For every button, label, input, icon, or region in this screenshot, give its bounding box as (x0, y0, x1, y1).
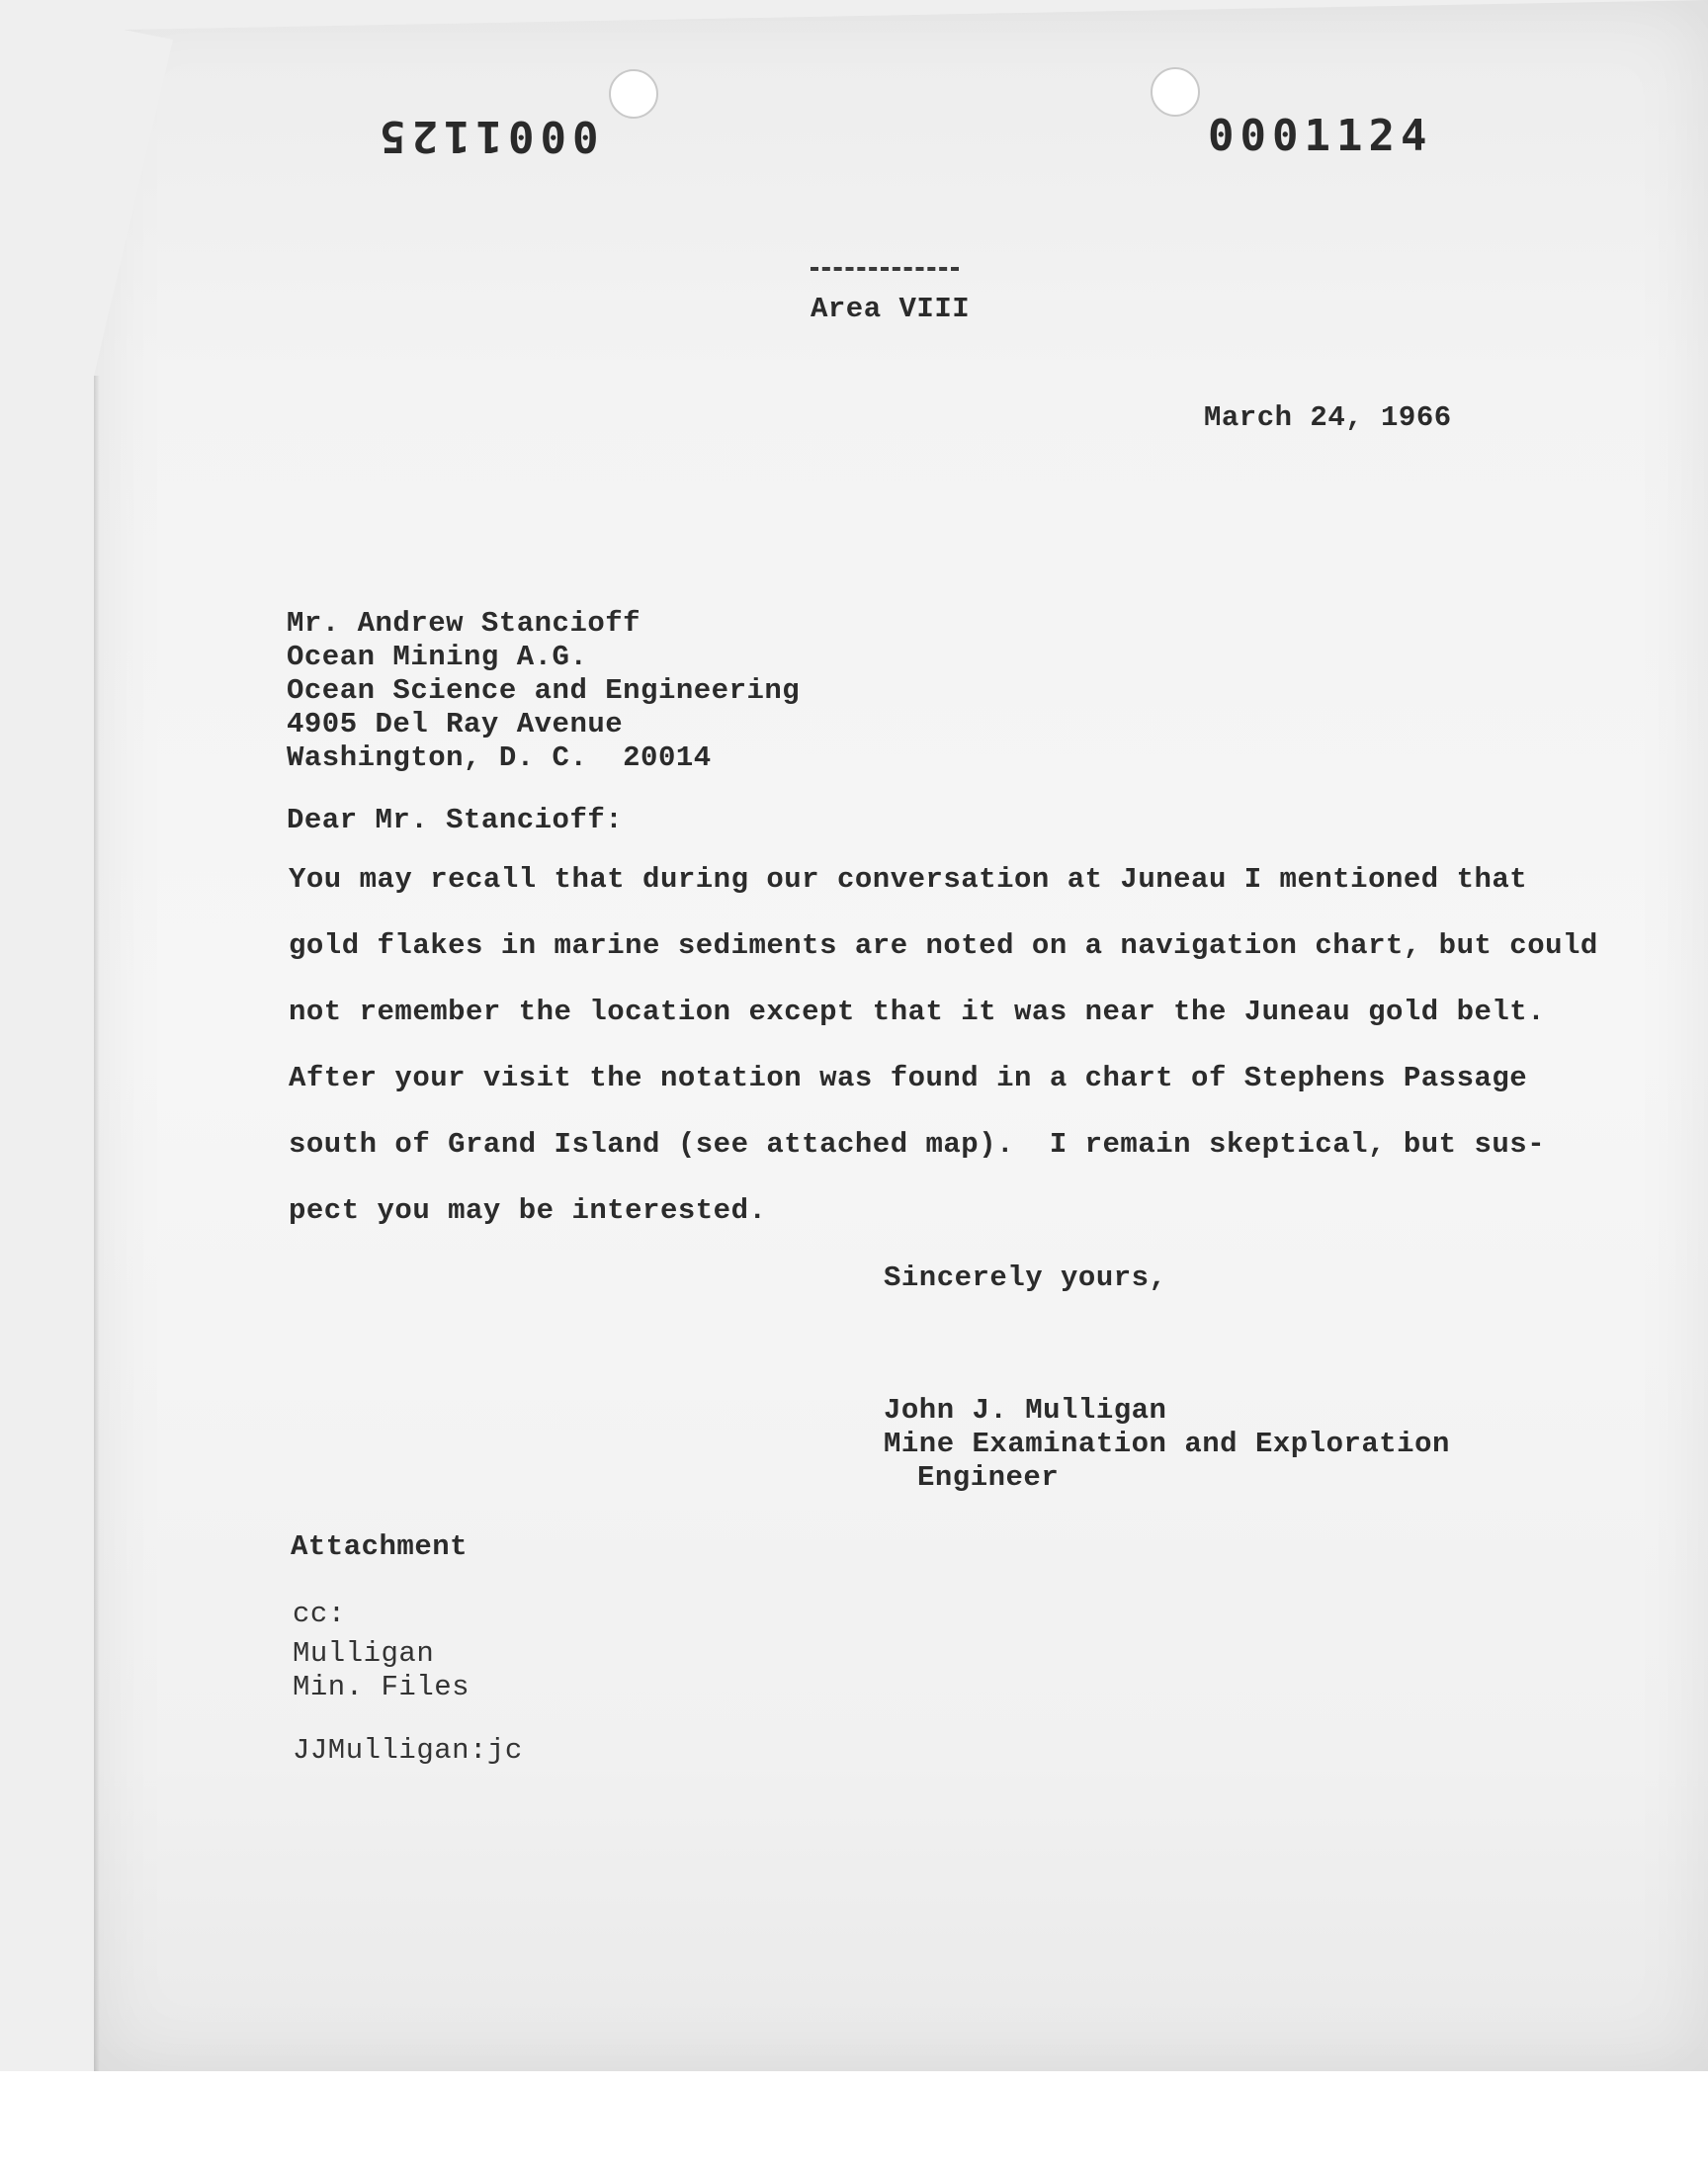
signature-name: John J. Mulligan (884, 1394, 1167, 1427)
recipient-line: Mr. Andrew Stancioff (287, 607, 641, 640)
stamp-number-left: 0001125 (374, 111, 599, 161)
recipient-line: 4905 Del Ray Avenue (287, 708, 624, 740)
body-line: After your visit the notation was found in a chart of Stephens Passage (289, 1062, 1528, 1094)
salutation: Dear Mr. Stancioff: (287, 804, 624, 836)
stamp-number-right: 0001124 (1208, 111, 1433, 161)
area-heading: Area VIII (811, 293, 971, 325)
attachment-label: Attachment (291, 1530, 469, 1563)
body-line: pect you may be interested. (289, 1194, 767, 1227)
reference-initials: JJMulligan:jc (293, 1734, 523, 1767)
recipient-line: Ocean Science and Engineering (287, 674, 801, 707)
signature-title: Mine Examination and Exploration (884, 1428, 1450, 1460)
body-line: south of Grand Island (see attached map). I remain skeptical, but sus- (289, 1128, 1546, 1161)
recipient-line: Ocean Mining A.G. (287, 641, 588, 673)
cc-recipient: Min. Files (293, 1671, 470, 1703)
body-line: gold flakes in marine sediments are noted on a navigation chart, but could (289, 929, 1598, 962)
closing: Sincerely yours, (884, 1262, 1167, 1294)
bottom-margin (0, 2071, 1708, 2175)
cc-label: cc: (293, 1598, 346, 1630)
body-line: not remember the location except that it was near the Juneau gold belt. (289, 996, 1546, 1028)
recipient-line: Washington, D. C. 20014 (287, 741, 712, 774)
cc-recipient: Mulligan (293, 1637, 435, 1670)
punch-hole-left (609, 69, 658, 119)
signature-title-cont: Engineer (917, 1461, 1060, 1494)
body-line: You may recall that during our conversation at Juneau I mentioned that (289, 863, 1528, 896)
page-edge-shadow (94, 376, 100, 2071)
punch-hole-right (1151, 67, 1200, 117)
letter-date: March 24, 1966 (1204, 401, 1452, 434)
header-dash-rule (811, 267, 959, 271)
